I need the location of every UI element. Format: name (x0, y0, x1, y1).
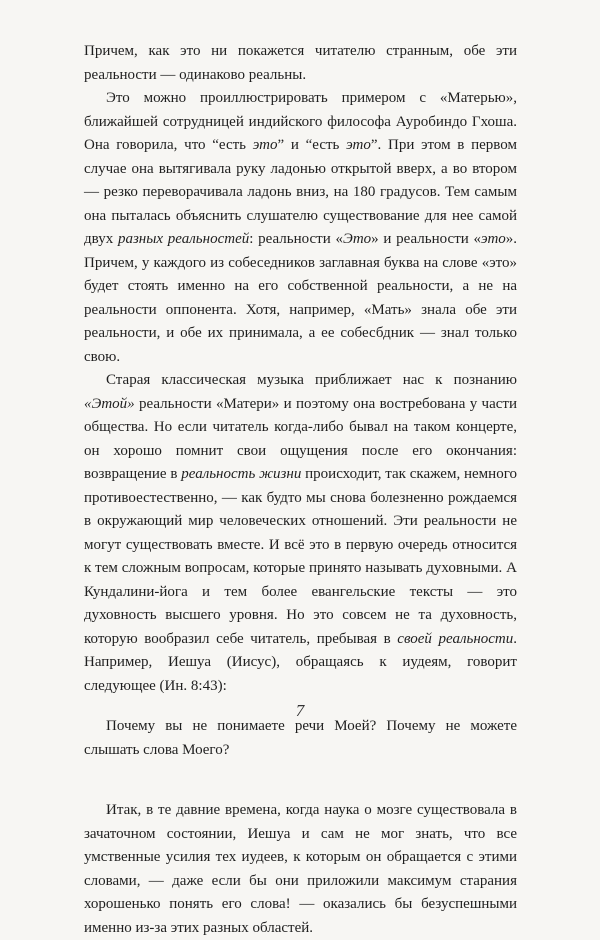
italic-text: это (252, 137, 278, 153)
text-run: Итак, в те давние времена, когда наука о мозге существовала в зачаточном состоянии, Иешуа и сам не мог знать, что все умственные усилия тех иудеев, к которым он обращается с этими словами, — даже если бы они приложили максимум старания хорошенько понять его слова! — оказались бы безуспешными именно из-за этих разных областей. (84, 802, 517, 936)
text-run: Почему вы не понимаете речи Моей? Почему не можете слышать слова Моего? (84, 718, 517, 758)
text-run: » и реальности « (371, 231, 482, 247)
italic-text: это (346, 137, 371, 153)
text-run: ». Причем, у каждого из собеседников заглавная буква на слове «это» будет стоять именно на его собственной реальности, а не на реальности оппонента. Хотя, например, «Мать» знала обе эти реальности, и обе их принимала, а ее собесбдник — знал только свою. (84, 231, 518, 365)
italic-text: «Этой» (84, 395, 135, 412)
text-run: происходит, так скажем, немного противоестественно, — как будто мы снова болезненно рождаемся в окружающий мир человеческих отношений. Эти реальности не могут существовать вместе. И всё это в первую очередь относится к тем сложным вопросам, которые принято называть духовными. А Кундалини-йога и тем более евангельские тексты — это духовность высшего уровня. Но это совсем не та духовность, которую вообразил себе читатель, пребывая в (84, 466, 517, 647)
text-run: Это можно проиллюстрировать примером с «Матерью», ближайшей сотрудницей индийского философа Ауробиндо Гхоша. Она говорила, что “есть (84, 90, 517, 153)
italic-text: реальность жизни (181, 466, 302, 482)
text-run: ”. При этом в первом случае она вытягивала руку ладонью открытой вверх, а во втором — резко переворачивала ладонь вниз, на 180 градусов. Тем самым она пыталась объяснить слушателю существование для нее самой двух (84, 137, 517, 247)
italic-text: своей реальности (397, 630, 514, 647)
text-run: ” и “есть (277, 137, 347, 153)
text-run: Старая классическая музыка приближает нас к познанию (106, 372, 517, 388)
text-run: Причем, как это ни покажется читателю странным, обе эти реальности — одинаково реальны. (84, 43, 517, 83)
page-number: 7 (295, 701, 305, 720)
paragraph-continuation (84, 40, 517, 87)
paragraph-conclusion (84, 799, 517, 940)
text-run: реальности «Матери» и поэтому она востребована у части общества. Но если читатель когда-либо бывал на таком концерте, он хорошо помнит свои ощущения после его окончания: возвращение в (84, 395, 517, 482)
text-run: : реальности « (249, 231, 343, 247)
page-body (84, 40, 517, 940)
text-run: . Например, Иешуа (Иисус), обращаясь к иудеям, говорит следующее (Ин. 8:43): (84, 630, 518, 694)
italic-text: это (481, 231, 506, 247)
gospel-quote (84, 715, 517, 762)
italic-text: Это (343, 231, 372, 247)
paragraph-classical-music (84, 369, 517, 698)
paragraph-mother-example (84, 87, 517, 369)
italic-text: разных реальностей (117, 231, 250, 247)
